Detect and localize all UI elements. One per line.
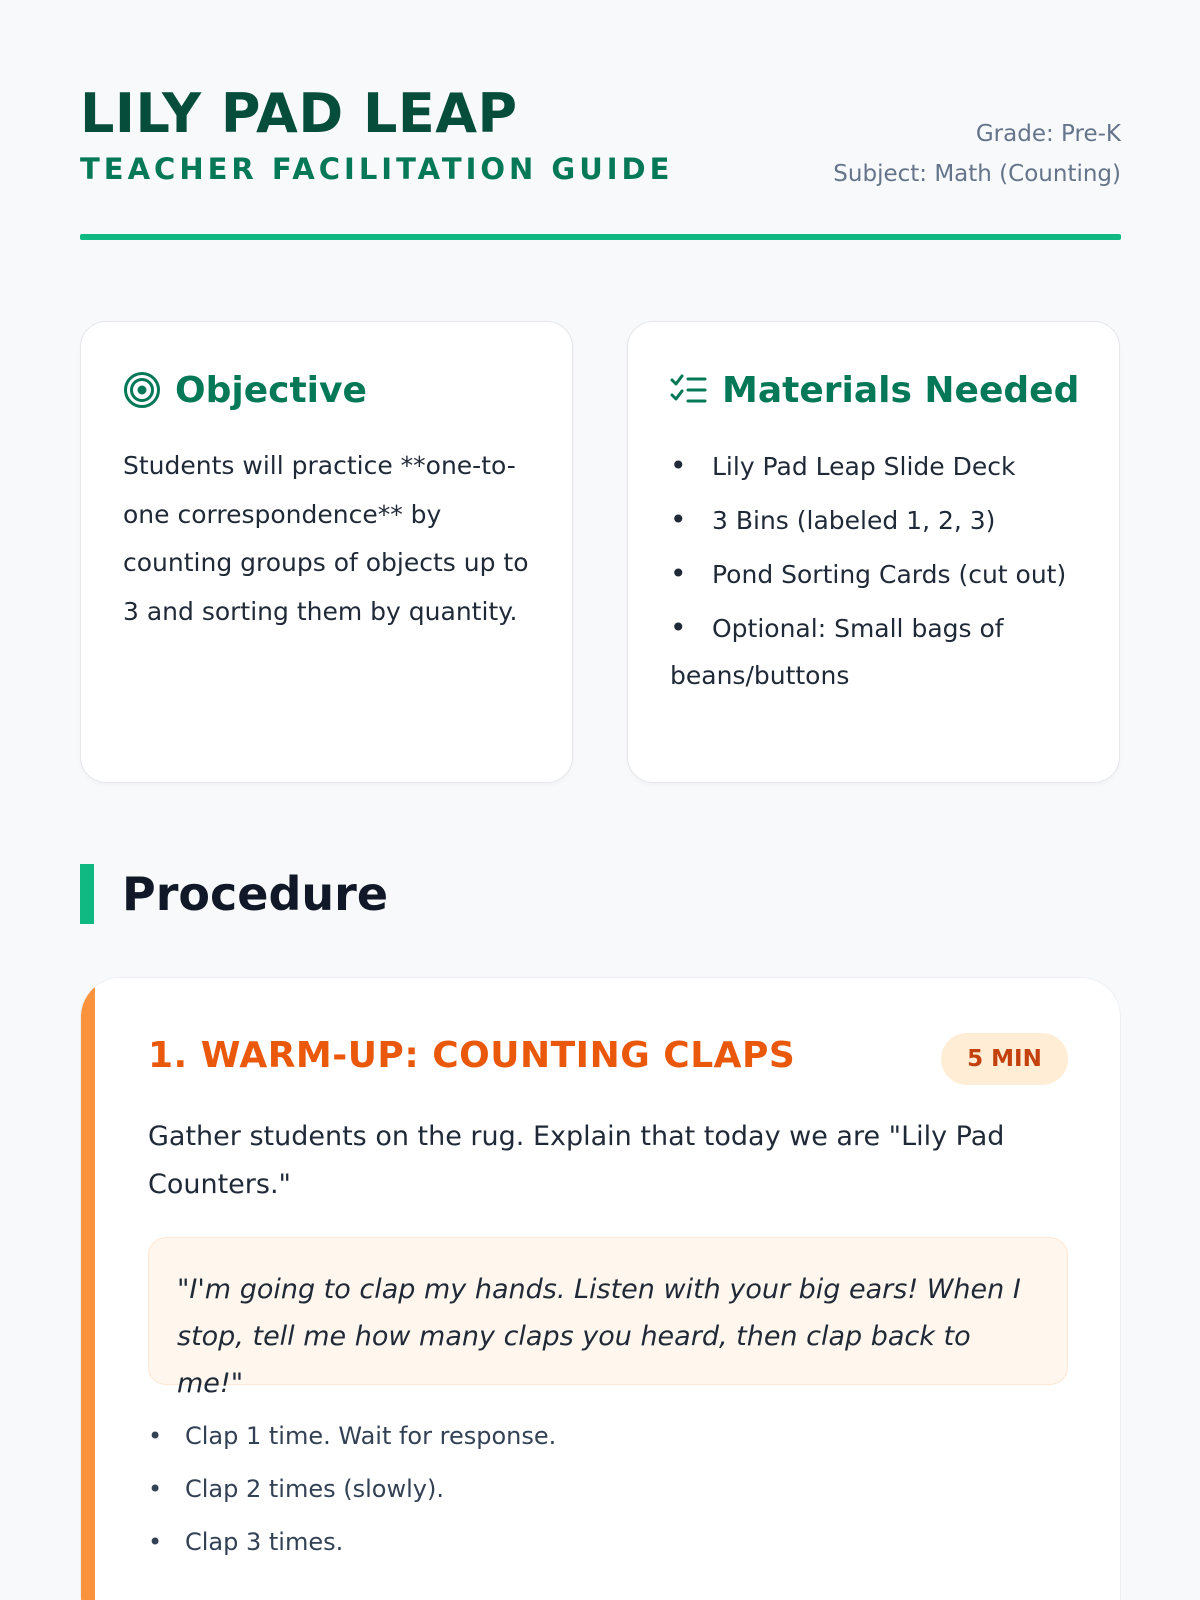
material-text: Optional: Small bags of beans/buttons [670,614,1004,690]
objective-text: Students will practice **one-to-one correspondence** by counting groups of objects up to 3 and sorting them by quantity. [123,451,529,626]
materials-header [670,368,1079,412]
page-header [80,84,1121,240]
list-item: • Clap 3 times. [148,1528,344,1556]
list-item: • Clap 1 time. Wait for response. [148,1422,557,1450]
step-item-text: Clap 1 time. Wait for response. [185,1422,557,1450]
duration-badge: 5 MIN [941,1033,1068,1085]
material-text: Lily Pad Leap Slide Deck [712,452,1016,481]
lesson-meta [833,114,1121,194]
subject-label: Subject: Math (Counting) [833,161,1121,187]
target-icon [123,371,161,409]
objective-heading: Objective [175,369,367,411]
list-item: • 3 Bins (labeled 1, 2, 3) [670,503,996,536]
objective-card [80,321,573,783]
objective-header [123,368,367,412]
list-item: • Lily Pad Leap Slide Deck [670,449,1016,482]
procedure-heading: Procedure [122,867,389,921]
procedure-accent-bar [80,864,94,924]
teacher-script: "I'm going to clap my hands. Listen with your big ears! When I stop, tell me how many claps you heard, then clap back to me!" [148,1237,1068,1385]
grade-label: Grade: Pre-K [975,121,1121,147]
materials-heading: Materials Needed [722,369,1080,411]
step-description: Gather students on the rug. Explain that today we are "Lily Pad Counters." [148,1121,1005,1200]
checklist-icon [670,371,708,409]
materials-card [627,321,1120,783]
step-list [148,1410,1048,1569]
header-divider [80,234,1121,240]
material-text: 3 Bins (labeled 1, 2, 3) [712,506,996,535]
step-title: 1. WARM-UP: COUNTING CLAPS [148,1035,796,1076]
materials-list [670,442,1090,705]
list-item: • Pond Sorting Cards (cut out) [670,557,1067,590]
step-item-text: Clap 2 times (slowly). [185,1475,444,1503]
page-title: LILY PAD LEAP [80,82,518,145]
page-subtitle: TEACHER FACILITATION GUIDE [80,152,674,186]
material-text: Pond Sorting Cards (cut out) [712,560,1067,589]
step-card [80,977,1121,1600]
step-item-text: Clap 3 times. [185,1528,344,1556]
list-item: • Clap 2 times (slowly). [148,1475,444,1503]
step-accent-bar [81,978,95,1600]
list-item: • Optional: Small bags of beans/buttons [670,611,1004,690]
